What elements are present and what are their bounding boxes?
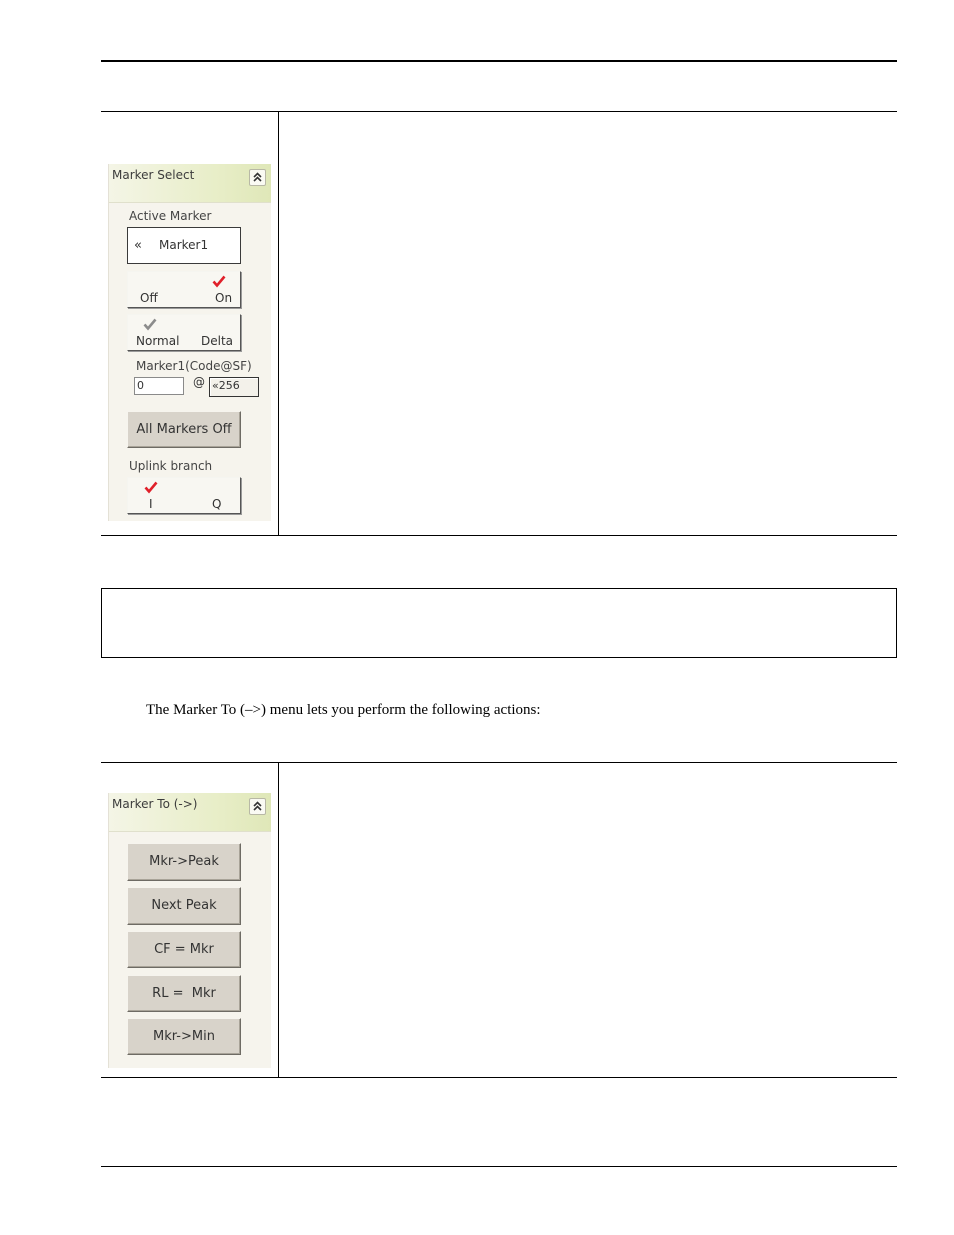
on-label: On bbox=[215, 291, 233, 305]
marker-onoff-toggle[interactable] bbox=[127, 271, 241, 308]
page-footer-rule bbox=[101, 1166, 897, 1167]
normal-label: Normal bbox=[136, 334, 180, 348]
collapse-icon[interactable] bbox=[249, 798, 266, 815]
button-label: CF = Mkr bbox=[154, 942, 214, 957]
active-marker-value: Marker1 bbox=[159, 238, 209, 252]
active-marker-label: Active Marker bbox=[129, 209, 212, 223]
marker-to-header bbox=[109, 793, 271, 832]
page-header-rule bbox=[101, 60, 897, 62]
button-label: RL = Mkr bbox=[152, 986, 216, 1001]
check-icon bbox=[144, 481, 158, 494]
mkr-peak-button[interactable] bbox=[127, 843, 241, 881]
at-symbol: @ bbox=[193, 375, 205, 389]
delta-label: Delta bbox=[201, 334, 234, 348]
uplink-branch-label: Uplink branch bbox=[129, 459, 213, 473]
next-peak-button[interactable] bbox=[127, 887, 241, 925]
marker-to-panel bbox=[108, 793, 271, 1068]
all-markers-off-label: All Markers Off bbox=[136, 422, 232, 437]
button-label: Mkr->Peak bbox=[149, 854, 219, 869]
button-label: Mkr->Min bbox=[153, 1029, 215, 1044]
off-label: Off bbox=[140, 291, 158, 305]
collapse-icon[interactable] bbox=[249, 169, 266, 186]
chevron-left-icon: « bbox=[134, 238, 142, 253]
note-box bbox=[101, 588, 897, 658]
uplink-branch-toggle[interactable] bbox=[127, 477, 241, 514]
marker-select-header bbox=[109, 164, 271, 203]
check-icon bbox=[143, 318, 157, 331]
sf-selector[interactable]: «256 bbox=[209, 377, 259, 397]
active-marker-selector[interactable] bbox=[127, 227, 241, 264]
panel-title: Marker To (->) bbox=[112, 797, 198, 811]
rl-mkr-button[interactable] bbox=[127, 975, 241, 1012]
all-markers-off-button[interactable] bbox=[127, 411, 241, 448]
table-column-divider bbox=[278, 763, 279, 1077]
i-label: I bbox=[149, 497, 153, 511]
marker-select-panel bbox=[108, 164, 271, 521]
mkr-min-button[interactable] bbox=[127, 1018, 241, 1055]
cf-mkr-button[interactable] bbox=[127, 931, 241, 968]
marker-code-label: Marker1(Code@SF) bbox=[136, 359, 252, 373]
check-icon bbox=[212, 275, 226, 288]
marker-mode-toggle[interactable] bbox=[127, 314, 241, 351]
q-label: Q bbox=[212, 497, 222, 511]
button-label: Next Peak bbox=[151, 898, 217, 913]
code-input[interactable]: 0 bbox=[134, 377, 184, 395]
panel-title: Marker Select bbox=[112, 168, 195, 182]
table-column-divider bbox=[278, 112, 279, 535]
marker-to-intro-text: The Marker To (–>) menu lets you perform the following actions: bbox=[146, 702, 541, 718]
